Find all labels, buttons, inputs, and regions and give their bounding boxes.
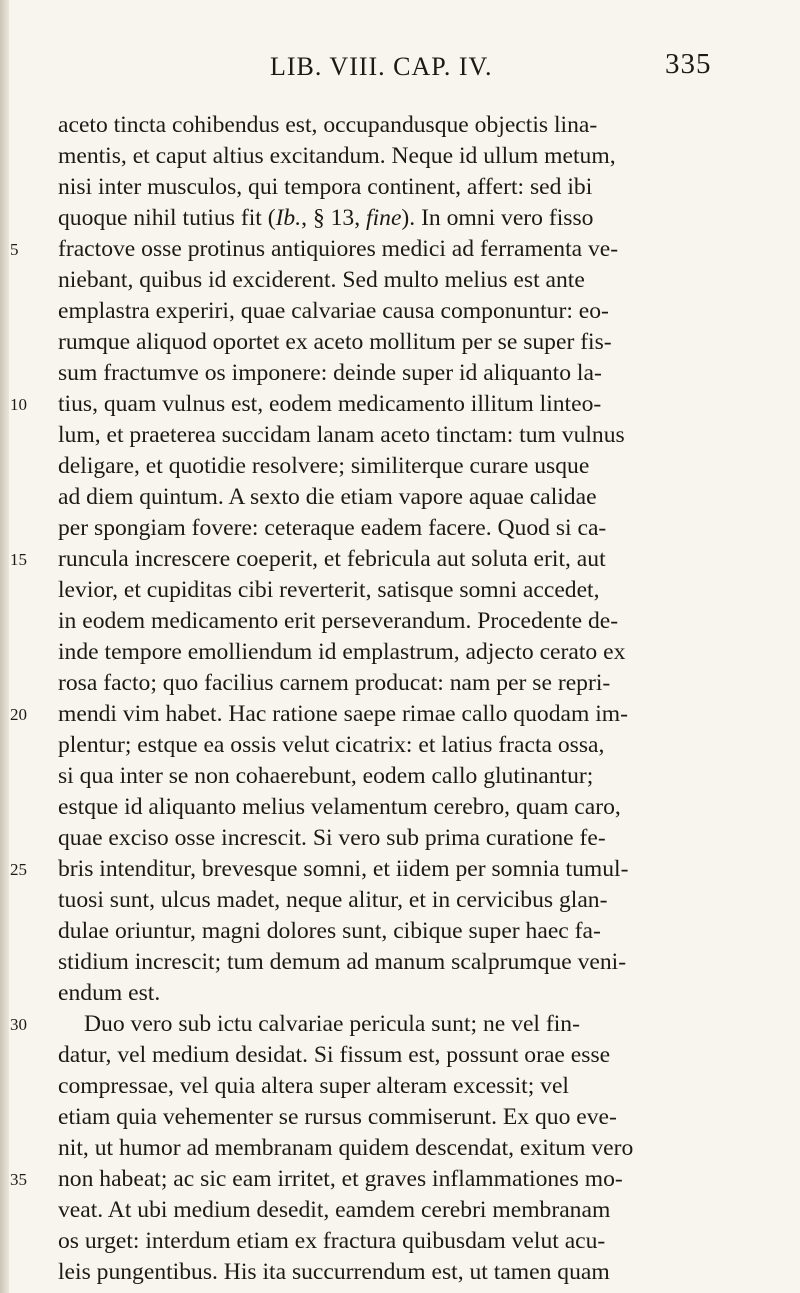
text-line (0, 1009, 800, 1040)
line-text-part: , § 13, (301, 205, 367, 231)
line-text: datur, vel medium desidat. Si fissum est, possunt orae esse (58, 1042, 611, 1068)
line-text: sum fractumve os imponere: deinde super id aliquanto la- (58, 360, 602, 386)
line-text: levior, et cupiditas cibi reverterit, satisque somni accedet, (58, 577, 600, 603)
line-text: nit, ut humor ad membranam quidem descendat, exitum vero (58, 1135, 634, 1161)
text-line (0, 916, 800, 947)
line-text: ad diem quintum. A sexto die etiam vapore aquae calidae (58, 484, 597, 510)
text-line (0, 978, 800, 1009)
text-line (0, 265, 800, 296)
text-line (0, 947, 800, 978)
line-text: si qua inter se non cohaerebunt, eodem callo glutinantur; (58, 763, 594, 789)
line-text: quae exciso osse increscit. Si vero sub prima curatione fe- (58, 825, 606, 851)
text-line (0, 606, 800, 637)
line-number: 5 (10, 240, 19, 259)
citation-ref: fine (366, 205, 402, 231)
line-text: plentur; estque ea ossis velut cicatrix: et latius fracta ossa, (58, 732, 605, 758)
line-number: 35 (10, 1170, 27, 1189)
text-line (0, 327, 800, 358)
text-line (0, 1257, 800, 1288)
line-text: leis pungentibus. His ita succurrendum est, ut tamen quam (58, 1259, 610, 1285)
text-line (0, 389, 800, 420)
line-text: fractove osse protinus antiquiores medici ad ferramenta ve- (58, 236, 619, 262)
line-text: mentis, et caput altius excitandum. Neque id ullum metum, (58, 143, 616, 169)
line-text: mendi vim habet. Hac ratione saepe rimae callo quodam im- (58, 701, 628, 727)
line-text: os urget: interdum etiam ex fractura quibusdam velut acu- (58, 1228, 606, 1254)
line-text: compressae, vel quia altera super alteram excessit; vel (58, 1073, 569, 1099)
line-text: runcula increscere coeperit, et febricula aut soluta erit, aut (58, 546, 606, 572)
citation-ref: Ib. (275, 205, 302, 231)
text-line (0, 668, 800, 699)
line-text: niebant, quibus id exciderent. Sed multo melius est ante (58, 267, 585, 293)
line-text: deligare, et quotidie resolvere; similiterque curare usque (58, 453, 590, 479)
line-text: tuosi sunt, ulcus madet, neque alitur, et in cervicibus glan- (58, 887, 608, 913)
text-line (0, 792, 800, 823)
line-text: veat. At ubi medium desedit, eamdem cerebri membranam (58, 1197, 611, 1223)
text-line (0, 358, 800, 389)
line-text: estque id aliquanto melius velamentum cerebro, quam caro, (58, 794, 621, 820)
line-text: Duo vero sub ictu calvariae pericula sunt; ne vel fin- (84, 1011, 580, 1037)
line-text: in eodem medicamento erit perseverandum. Procedente de- (58, 608, 619, 634)
line-text: tius, quam vulnus est, eodem medicamento illitum linteo- (58, 391, 602, 417)
text-line (0, 451, 800, 482)
text-line (0, 1164, 800, 1195)
text-line (0, 575, 800, 606)
text-line (0, 1133, 800, 1164)
line-number: 25 (10, 860, 27, 879)
text-line (0, 544, 800, 575)
line-text: nisi inter musculos, qui tempora continent, affert: sed ibi (58, 174, 593, 200)
line-number: 30 (10, 1015, 27, 1034)
running-head: LIB. VIII. CAP. IV. (270, 52, 493, 81)
line-text-part: ). In omni vero fisso (401, 205, 594, 231)
line-text: emplastra experiri, quae calvariae causa componuntur: eo- (58, 298, 609, 324)
line-text: lum, et praeterea succidam lanam aceto tinctam: tum vulnus (58, 422, 625, 448)
line-text: aceto tincta cohibendus est, occupandusque objectis lina- (58, 112, 598, 138)
text-line (0, 1102, 800, 1133)
text-line (0, 730, 800, 761)
line-text: endum est. (58, 980, 161, 1006)
line-text (58, 203, 593, 234)
line-text-part: quoque nihil tutius fit ( (58, 205, 276, 231)
line-text: rumque aliquod oportet ex aceto mollitum per se super fis- (58, 329, 612, 355)
line-number: 20 (10, 705, 27, 724)
text-line (0, 637, 800, 668)
text-line (0, 482, 800, 513)
text-line (0, 141, 800, 172)
text-line (0, 1040, 800, 1071)
text-line (0, 234, 800, 265)
text-line (0, 854, 800, 885)
text-line (0, 203, 800, 234)
line-text: etiam quia vehementer se rursus commiserunt. Ex quo eve- (58, 1104, 617, 1130)
text-line (0, 761, 800, 792)
line-text: per spongiam fovere: ceteraque eadem facere. Quod si ca- (58, 515, 607, 541)
text-line (0, 1195, 800, 1226)
text-line (0, 885, 800, 916)
text-line (0, 1226, 800, 1257)
text-line (0, 823, 800, 854)
line-number: 10 (10, 395, 27, 414)
text-line (0, 513, 800, 544)
line-number: 15 (10, 550, 27, 569)
line-text: non habeat; ac sic eam irritet, et graves inflammationes mo- (58, 1166, 623, 1192)
line-text: rosa facto; quo facilius carnem producat: nam per se repri- (58, 670, 611, 696)
line-text: stidium increscit; tum demum ad manum scalprumque veni- (58, 949, 627, 975)
text-line (0, 110, 800, 141)
line-text: dulae oriuntur, magni dolores sunt, cibique super haec fa- (58, 918, 601, 944)
page-number: 335 (665, 48, 712, 80)
text-line (0, 699, 800, 730)
line-text: inde tempore emolliendum id emplastrum, adjecto cerato ex (58, 639, 626, 665)
page-header (0, 48, 800, 92)
text-line (0, 172, 800, 203)
text-line (0, 1071, 800, 1102)
text-line (0, 296, 800, 327)
text-line (0, 420, 800, 451)
line-text: bris intenditur, brevesque somni, et iidem per somnia tumul- (58, 856, 629, 882)
